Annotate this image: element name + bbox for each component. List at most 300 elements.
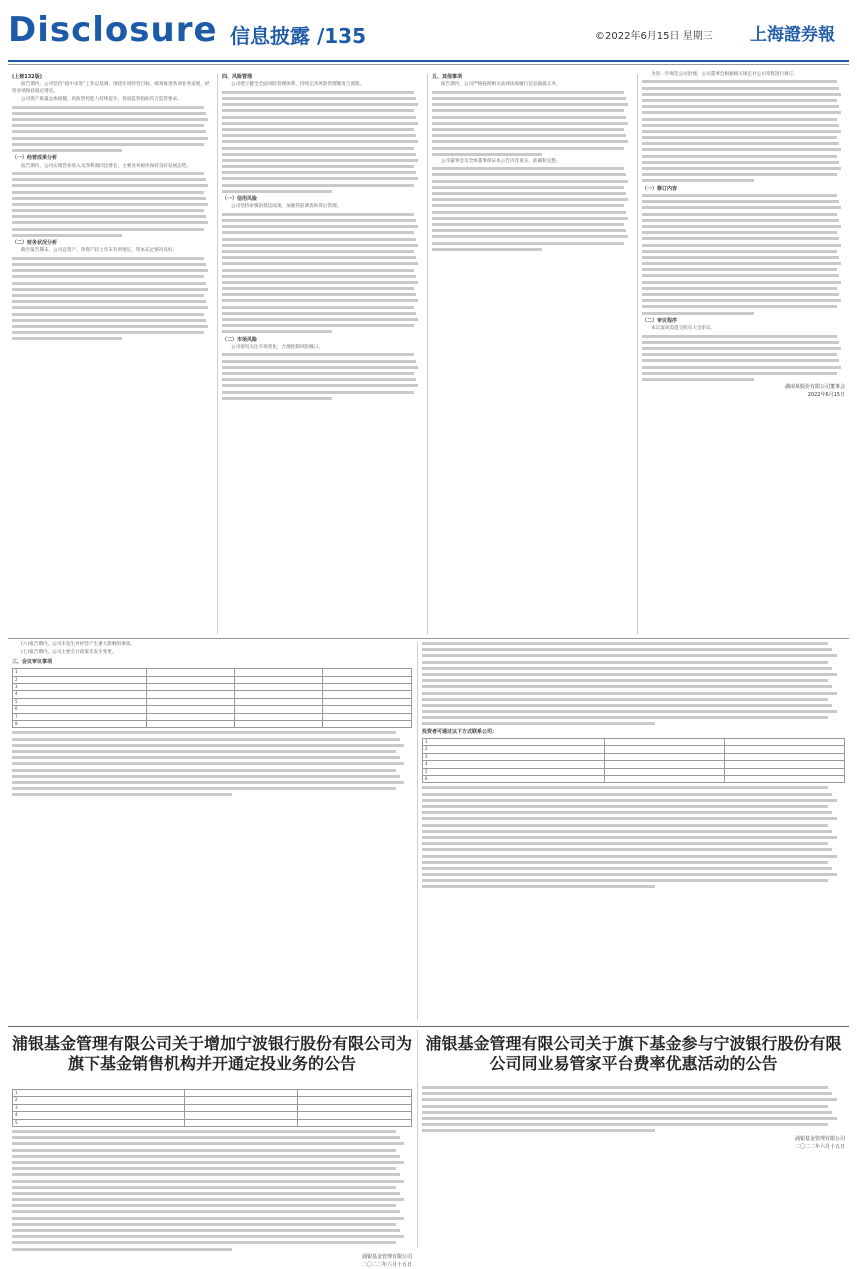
table-cell: [146, 713, 234, 720]
signature-date: 二〇二二年六月十五日: [794, 1143, 845, 1150]
text-block: [642, 335, 845, 381]
text-line: [12, 1130, 396, 1133]
paragraph: 报告期内，公司坚持“稳中求进”工作总基调，围绕年度经营目标，统筹推进各项业务发展，经营业绩保持稳定增长。: [12, 82, 210, 94]
text-line: [12, 1235, 404, 1238]
table-row: [13, 1119, 412, 1126]
text-line: [12, 263, 206, 266]
text-line: [222, 153, 416, 156]
text-line: [432, 173, 626, 176]
text-line: [642, 118, 837, 121]
text-line: [422, 642, 828, 645]
text-line: [642, 244, 841, 247]
table-cell: [323, 706, 412, 713]
table-cell: [604, 761, 724, 768]
text-block: [642, 194, 845, 315]
text-line: [642, 250, 837, 253]
text-line: [12, 300, 206, 303]
text-line: [642, 256, 839, 259]
table-cell: [604, 768, 724, 775]
text-line: [12, 769, 396, 772]
column-divider: [217, 74, 218, 634]
text-line: [12, 112, 206, 115]
table-row: [423, 761, 845, 768]
table-cell: [724, 739, 844, 746]
text-line: [222, 171, 416, 174]
text-line: [642, 173, 837, 176]
text-line: [432, 211, 626, 214]
text-line: [432, 128, 624, 131]
signature-date: 2022年6月15日: [807, 392, 845, 399]
text-line: [12, 257, 204, 260]
masthead-rule: [8, 60, 849, 62]
text-line: [12, 731, 396, 734]
text-line: [642, 155, 837, 158]
text-line: [422, 722, 655, 725]
table-cell: [235, 721, 323, 728]
text-line: [12, 178, 206, 181]
subheading: （二）财务状况分析: [12, 240, 58, 246]
table-row: [13, 676, 412, 683]
text-block: [422, 1086, 845, 1132]
text-line: [12, 191, 204, 194]
text-line: [432, 147, 624, 150]
text-line: [222, 293, 416, 296]
text-block: [12, 1130, 412, 1251]
text-line: [422, 879, 828, 882]
text-line: [222, 281, 418, 284]
text-line: [422, 661, 828, 664]
text-line: [422, 861, 828, 864]
text-line: [222, 116, 416, 119]
text-line: [12, 172, 204, 175]
text-line: [12, 130, 206, 133]
table-cell: [604, 746, 724, 753]
text-block: [422, 786, 845, 888]
text-line: [642, 274, 839, 277]
text-line: [12, 143, 204, 146]
table-cell: [724, 746, 844, 753]
notice-body-right: [422, 1086, 845, 1246]
table-cell: [146, 721, 234, 728]
subheading: （二）审议程序: [642, 317, 678, 324]
text-line: [642, 219, 839, 222]
text-line: [422, 855, 837, 858]
table-cell: [323, 713, 412, 720]
table-cell: [146, 698, 234, 705]
text-line: [432, 91, 624, 94]
text-line: [642, 99, 837, 102]
table-cell: [724, 776, 844, 783]
text-line: [222, 140, 418, 143]
text-line: [642, 161, 839, 164]
table-row: [13, 691, 412, 698]
text-line: [222, 97, 416, 100]
text-line: [12, 149, 122, 152]
text-line: [642, 347, 841, 350]
text-line: [642, 268, 837, 271]
text-line: [12, 775, 400, 778]
table-cell: 4: [13, 691, 147, 698]
text-line: [222, 184, 414, 187]
text-line: [422, 698, 828, 701]
notice-title-right: 浦银基金管理有限公司关于旗下基金参与宁波银行股份有限公司同业易管家平台费率优惠活动的公告: [425, 1034, 842, 1073]
text-line: [422, 1105, 828, 1108]
text-line: [422, 1117, 837, 1120]
table-cell: [184, 1097, 298, 1104]
text-block: [222, 213, 422, 334]
text-line: [432, 180, 628, 183]
table-cell: 1: [13, 1090, 185, 1097]
paragraph: 本议案尚需提交股东大会审议。: [651, 326, 716, 332]
text-line: [432, 192, 626, 195]
text-line: [12, 1173, 400, 1176]
table-row: [13, 713, 412, 720]
paragraph: 公司董事会及全体董事保证本公告内容真实、准确和完整。: [441, 158, 561, 164]
text-line: [422, 793, 832, 796]
text-line: [12, 744, 404, 747]
text-line: [422, 842, 828, 845]
column-heading: 四、风险管理: [222, 74, 253, 80]
column-divider: [417, 642, 418, 1020]
bottom-divider: [8, 1026, 849, 1027]
text-line: [222, 103, 418, 106]
paragraph: 报告期内，公司严格按照相关法律法规履行信息披露义务。: [441, 82, 561, 88]
text-line: [12, 306, 208, 309]
table-cell: [235, 669, 323, 676]
text-line: [642, 93, 841, 96]
text-line: [12, 197, 206, 200]
paragraph: 截至报告期末，公司总资产、净资产较上年末有所增长，资本充足情况良好。: [21, 248, 178, 254]
text-line: [222, 219, 416, 222]
table-row: [423, 768, 845, 775]
text-line: [222, 213, 414, 216]
text-line: [642, 287, 837, 290]
text-line: [422, 805, 828, 808]
text-line: [642, 194, 837, 197]
text-line: [222, 256, 416, 259]
text-line: [422, 824, 828, 827]
text-line: [12, 221, 208, 224]
text-line: [222, 190, 332, 193]
paragraph: 公司密切关注市场变化，合理控制风险敞口。: [231, 344, 323, 350]
text-line: [222, 122, 418, 125]
table-cell: 3: [423, 753, 605, 760]
text-line: [222, 324, 414, 327]
text-line: [422, 685, 832, 688]
table-cell: [323, 669, 412, 676]
table-row: [13, 1104, 412, 1111]
text-line: [12, 137, 208, 140]
text-line: [432, 235, 628, 238]
dateline: ©2022年6月15日 星期三: [595, 31, 713, 42]
table-cell: [146, 691, 234, 698]
text-line: [222, 128, 414, 131]
text-line: [12, 1223, 396, 1226]
column-heading: (上接132版): [12, 74, 43, 80]
text-line: [432, 153, 542, 156]
text-line: [422, 673, 837, 676]
table-cell: 6: [423, 776, 605, 783]
text-line: [222, 159, 418, 162]
text-line: [432, 204, 624, 207]
text-line: [222, 231, 414, 234]
text-line: [422, 799, 837, 802]
text-line: [422, 1098, 837, 1101]
text-line: [642, 136, 837, 139]
table-cell: [146, 684, 234, 691]
table-cell: [235, 684, 323, 691]
text-line: [222, 91, 414, 94]
text-block: [642, 80, 845, 182]
text-line: [222, 165, 414, 168]
text-line: [422, 848, 832, 851]
table-cell: [235, 713, 323, 720]
text-line: [642, 148, 841, 151]
text-line: [422, 1092, 832, 1095]
table-cell: [604, 739, 724, 746]
text-line: [12, 124, 204, 127]
text-line: [222, 287, 414, 290]
text-line: [422, 811, 832, 814]
text-line: [642, 293, 839, 296]
table-cell: [323, 721, 412, 728]
text-line: [222, 366, 418, 369]
table-cell: [298, 1112, 412, 1119]
text-line: [422, 830, 832, 833]
text-line: [222, 244, 418, 247]
text-line: [422, 692, 837, 695]
table-cell: [724, 768, 844, 775]
text-line: [432, 134, 626, 137]
text-line: [12, 1155, 400, 1158]
table-cell: [298, 1104, 412, 1111]
text-line: [12, 331, 204, 334]
table-row: [13, 698, 412, 705]
text-line: [432, 223, 624, 226]
text-line: [642, 262, 841, 265]
text-line: [12, 215, 206, 218]
text-line: [12, 1180, 404, 1183]
text-line: [422, 1086, 828, 1089]
text-line: [642, 213, 837, 216]
paragraph: 公司建立健全全面风险管理体系，持续完善风险管理制度与流程。: [231, 82, 365, 88]
text-line: [12, 1229, 400, 1232]
text-line: [642, 105, 839, 108]
text-line: [12, 106, 204, 109]
text-line: [432, 103, 628, 106]
upper-column-2: [222, 72, 422, 632]
table-row: [423, 746, 845, 753]
upper-column-3: [432, 72, 632, 632]
paragraph: 为进一步规范公司治理，公司董事会根据相关规定对公司章程进行修订。: [651, 72, 799, 77]
table-row: [13, 721, 412, 728]
text-line: [222, 275, 416, 278]
text-line: [422, 1123, 828, 1126]
text-line: [12, 1167, 396, 1170]
text-line: [222, 318, 418, 321]
table-cell: [323, 676, 412, 683]
text-line: [12, 325, 208, 328]
table-cell: [235, 706, 323, 713]
table-row: [13, 1090, 412, 1097]
table-cell: [235, 676, 323, 683]
text-line: [642, 80, 837, 83]
text-line: [422, 867, 832, 870]
data-table: [12, 1089, 412, 1127]
column-divider: [427, 74, 428, 634]
text-line: [222, 225, 418, 228]
table-cell: 1: [13, 669, 147, 676]
table-row: [13, 1097, 412, 1104]
text-line: [222, 250, 414, 253]
data-table: [12, 668, 412, 728]
text-line: [12, 282, 206, 285]
data-table: [422, 738, 845, 783]
middle-left-block: [12, 642, 412, 1020]
text-line: [12, 1149, 396, 1152]
notice-body-left: [12, 1086, 412, 1269]
text-line: [12, 1210, 400, 1213]
table-cell: [146, 676, 234, 683]
signature-org: 湖南某股份有限公司董事会: [784, 384, 845, 391]
table-row: [13, 684, 412, 691]
table-cell: [323, 698, 412, 705]
text-line: [12, 319, 206, 322]
text-line: [12, 234, 122, 237]
text-line: [222, 299, 418, 302]
section-divider: [8, 638, 849, 639]
text-block: [12, 257, 212, 340]
text-line: [222, 134, 416, 137]
table-cell: 4: [13, 1112, 185, 1119]
table-cell: 3: [13, 1104, 185, 1111]
text-line: [12, 1142, 404, 1145]
text-line: [222, 372, 414, 375]
text-line: [222, 109, 414, 112]
paragraph: (七)报告期内，公司主要会计政策未发生变更。: [21, 650, 117, 656]
text-line: [422, 836, 837, 839]
text-line: [642, 130, 841, 133]
text-line: [642, 353, 837, 356]
column-heading: 五、其他事项: [432, 74, 463, 80]
brand-logo: Disclosure: [8, 10, 218, 50]
text-line: [432, 242, 624, 245]
table-cell: 6: [13, 706, 147, 713]
text-line: [12, 1161, 404, 1164]
table-cell: [724, 761, 844, 768]
table-cell: 2: [423, 746, 605, 753]
text-line: [12, 313, 204, 316]
subheading: 投资者可通过以下方式联系公司：: [422, 728, 498, 735]
table-row: [13, 706, 412, 713]
subheading: （一）修订内容: [642, 185, 678, 192]
text-line: [12, 787, 396, 790]
signature-org: 浦银基金管理有限公司: [794, 1135, 845, 1142]
text-line: [642, 372, 837, 375]
table-cell: [184, 1112, 298, 1119]
table-row: [423, 753, 845, 760]
table-cell: [235, 691, 323, 698]
masthead-thin-rule: [8, 64, 849, 65]
table-cell: [724, 753, 844, 760]
text-line: [12, 184, 208, 187]
paragraph: 公司资产质量总体稳健，风险管控能力持续提升，各项监管指标符合监管要求。: [21, 97, 182, 103]
text-line: [642, 237, 839, 240]
text-line: [222, 269, 414, 272]
text-line: [642, 305, 837, 308]
text-line: [222, 177, 418, 180]
signature-org: 浦银基金管理有限公司: [361, 1253, 412, 1260]
text-line: [12, 1198, 404, 1201]
text-line: [222, 312, 416, 315]
text-line: [12, 1192, 400, 1195]
text-line: [642, 335, 837, 338]
text-line: [642, 142, 839, 145]
text-line: [642, 179, 754, 182]
table-cell: 4: [423, 761, 605, 768]
text-line: [422, 716, 828, 719]
text-line: [432, 167, 624, 170]
text-line: [12, 228, 204, 231]
text-line: [222, 384, 418, 387]
paragraph: 报告期内，公司实现营业收入及净利润同比增长，主要业务板块保持良好发展态势。: [21, 163, 191, 169]
text-block: [422, 642, 845, 725]
text-line: [432, 97, 626, 100]
text-line: [432, 122, 628, 125]
text-line: [222, 262, 418, 265]
text-line: [432, 248, 542, 251]
text-block: [12, 106, 212, 152]
text-line: [642, 124, 839, 127]
table-cell: 5: [13, 1119, 185, 1126]
table-cell: 2: [13, 1097, 185, 1104]
text-line: [422, 654, 837, 657]
text-line: [432, 198, 628, 201]
table-cell: [146, 706, 234, 713]
text-line: [432, 229, 626, 232]
middle-right-block: [422, 642, 845, 1020]
table-row: [13, 1112, 412, 1119]
signature-date: 二〇二二年六月十五日: [361, 1262, 412, 1269]
text-line: [12, 762, 404, 765]
table-cell: 7: [13, 713, 147, 720]
text-line: [12, 793, 232, 796]
upper-column-4: [642, 72, 845, 632]
paragraph: 公司坚持审慎的授信政策，加强贷前调查和贷后管理。: [231, 204, 342, 210]
text-line: [222, 353, 414, 356]
section-title: 信息披露 /135: [230, 24, 367, 48]
text-line: [422, 679, 828, 682]
text-line: [12, 1186, 396, 1189]
table-row: [13, 669, 412, 676]
table-cell: 1: [423, 739, 605, 746]
text-line: [422, 710, 837, 713]
text-line: [432, 140, 628, 143]
notice-title-left: 浦银基金管理有限公司关于增加宁波银行股份有限公司为旗下基金销售机构并开通定投业务的公告: [12, 1034, 413, 1073]
text-line: [222, 391, 414, 394]
subheading: （一）信用风险: [222, 196, 258, 202]
text-line: [422, 704, 832, 707]
table-cell: [604, 776, 724, 783]
subheading: （二）市场风险: [222, 336, 258, 343]
text-line: [12, 118, 208, 121]
subheading: （一）经营成果分析: [12, 155, 58, 162]
text-line: [12, 269, 208, 272]
text-block: [222, 353, 422, 399]
text-line: [422, 817, 837, 820]
text-line: [222, 147, 414, 150]
text-line: [12, 203, 208, 206]
